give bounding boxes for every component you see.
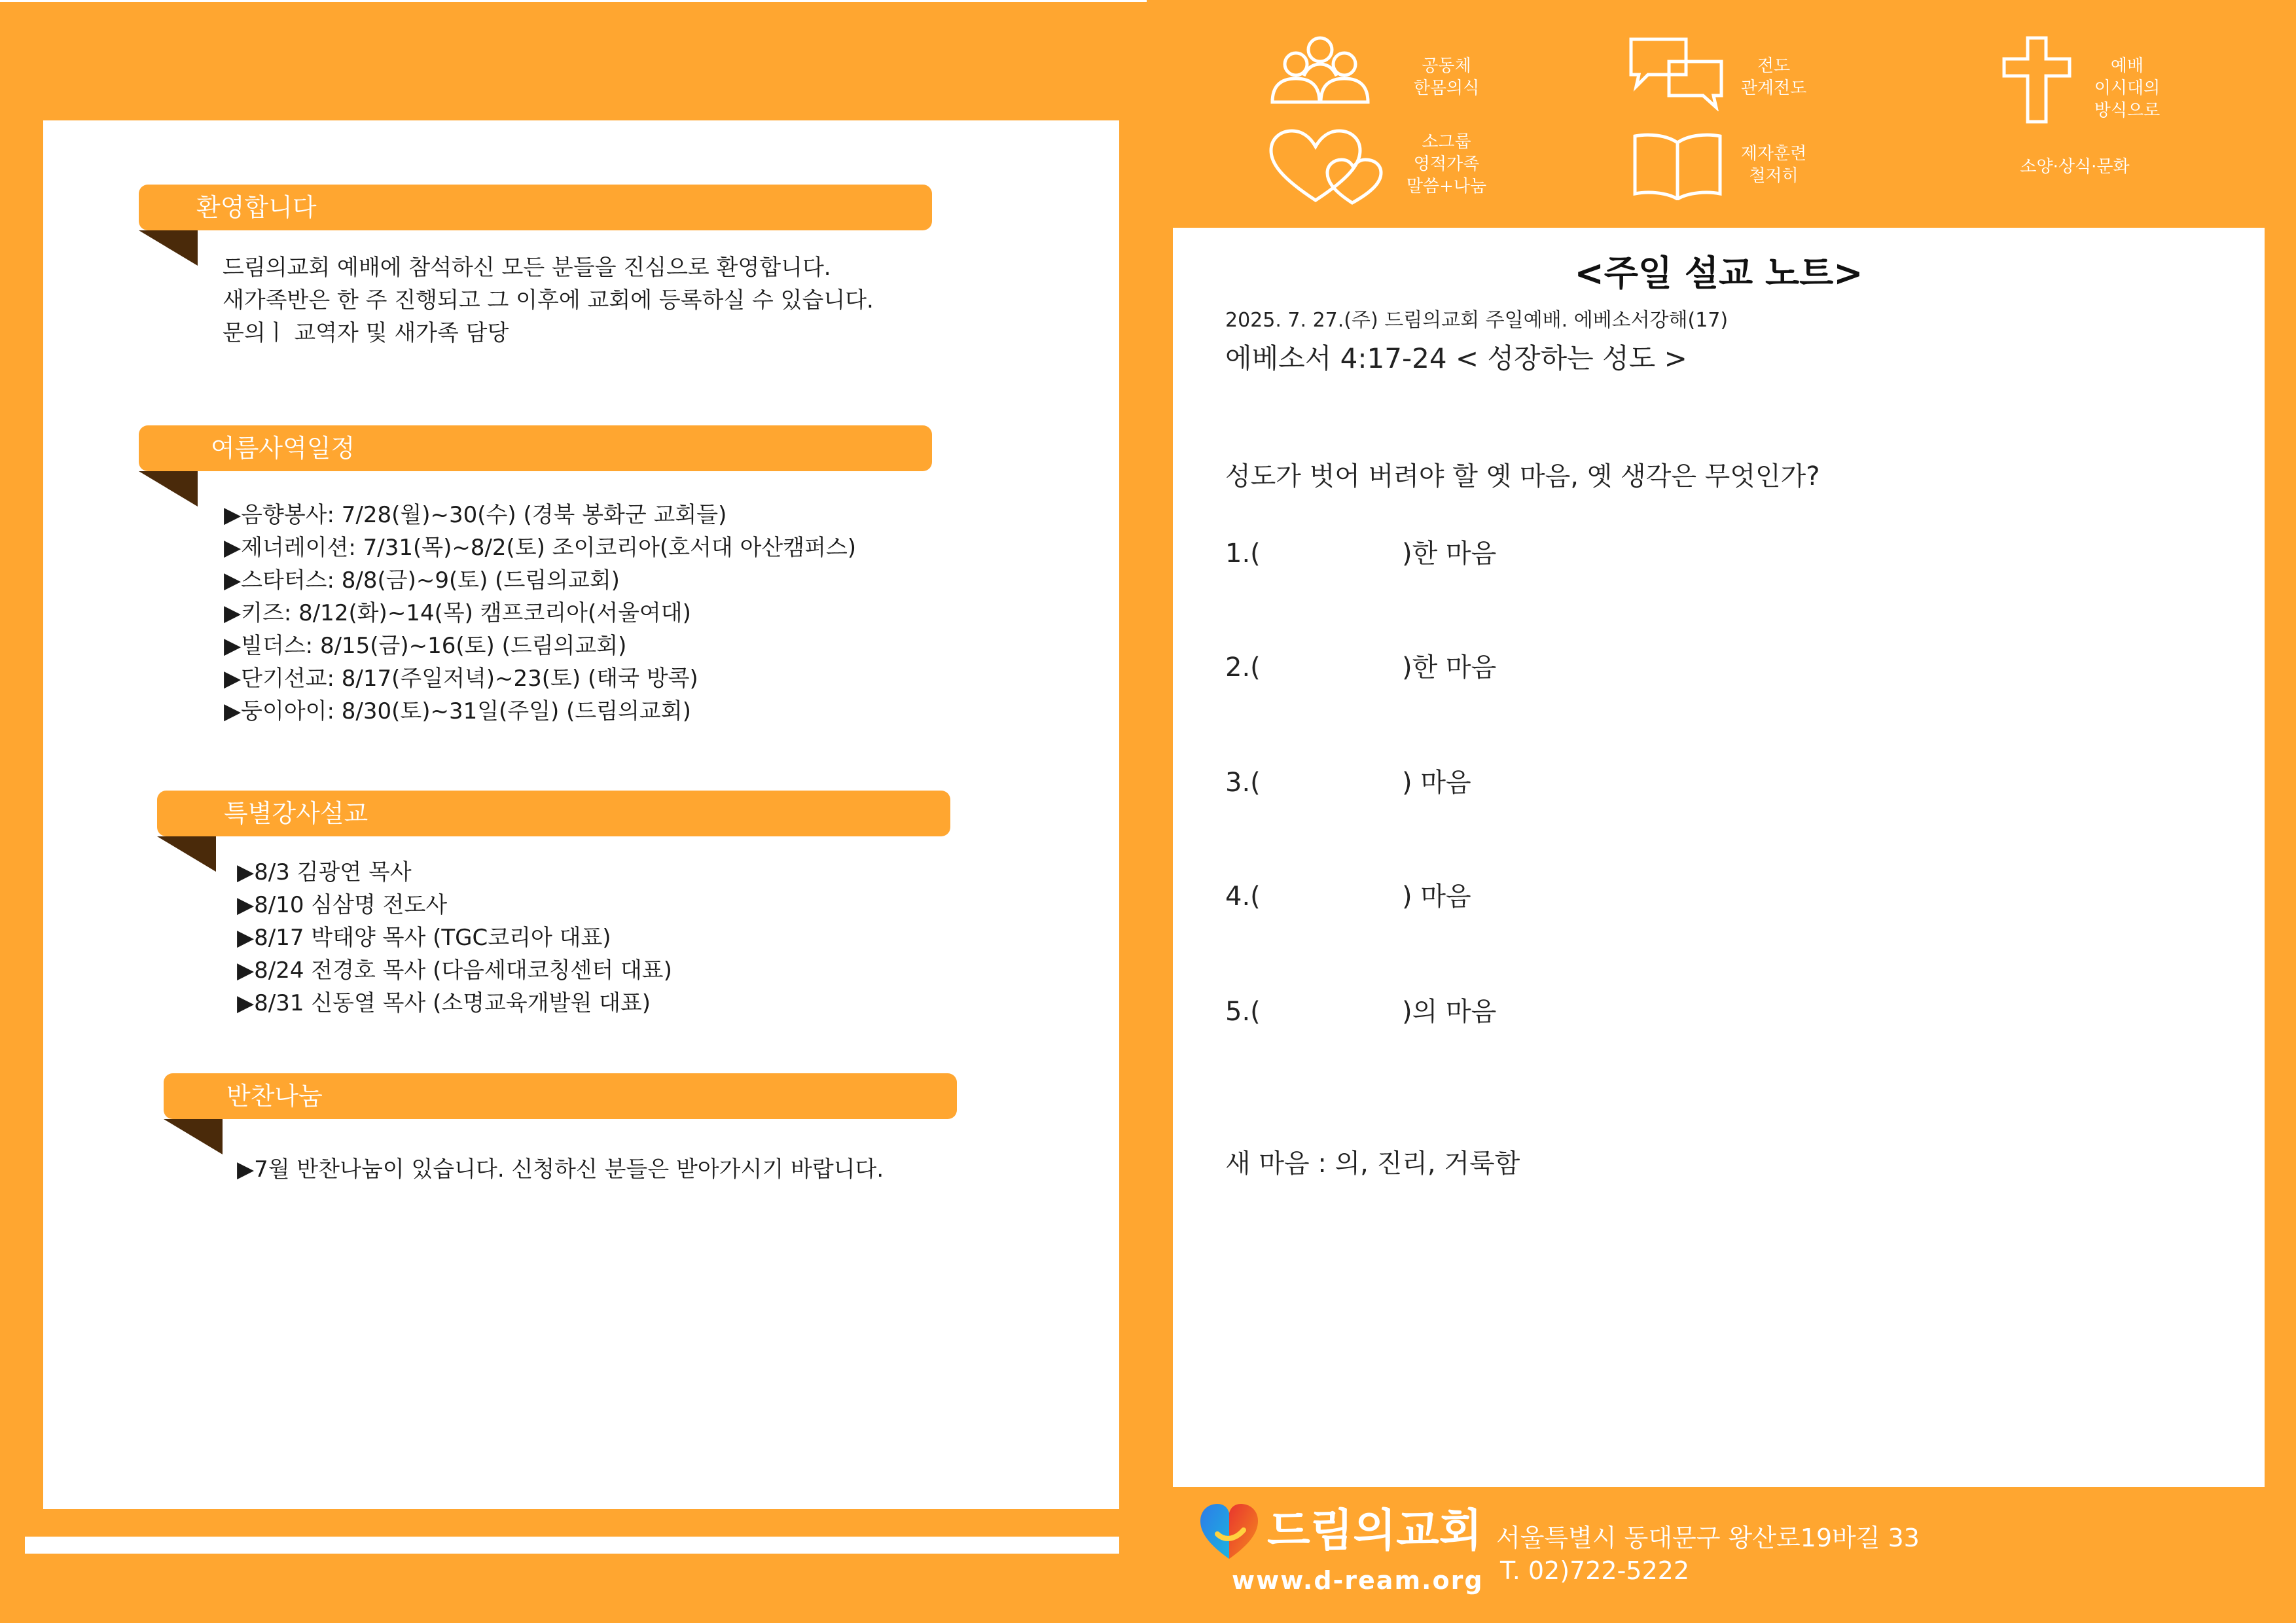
welcome-text	[223, 251, 874, 349]
worship-label: 예배 이시대의 방식으로	[2094, 56, 2161, 120]
bottom-strip	[25, 1537, 1119, 1554]
cross-icon	[2000, 35, 2073, 124]
blank-end: ) 마음	[1402, 768, 1471, 798]
evangelism-label: 전도 관계전도	[1740, 56, 1807, 98]
list-item: ▶8/24 전경호 목사 (다음세대코칭센터 대표)	[237, 957, 672, 984]
sidedish-list	[237, 1153, 884, 1186]
speakers-header	[157, 791, 950, 836]
community-label: 공동체 한몸의식	[1413, 56, 1480, 98]
list-item: ▶단기선교: 8/17(주일저녁)~23(토) (태국 방콕)	[224, 666, 698, 692]
sermon-question: 성도가 벗어 버려야 할 옛 마음, 옛 생각은 무엇인가?	[1225, 461, 1820, 491]
blank-number: 2.(	[1225, 652, 1261, 683]
blank-row-2	[1225, 648, 1496, 687]
welcome-fold	[139, 230, 198, 266]
blank-number: 4.(	[1225, 882, 1261, 912]
blank-row-3	[1225, 763, 1471, 802]
summer-fold	[139, 471, 198, 507]
blank-row-5	[1225, 992, 1496, 1031]
welcome-line: 문의ㅣ 교역자 및 새가족 담당	[223, 320, 509, 346]
smallgroup-label: 소그룹 영적가족 말씀+나눔	[1406, 132, 1487, 196]
list-item: ▶8/3 김광연 목사	[237, 859, 412, 885]
sidedish-title: 반찬나눔	[226, 1082, 323, 1111]
summer-title: 여름사역일정	[211, 434, 355, 463]
list-item: ▶음향봉사: 7/28(월)~30(수) (경북 봉화군 교회들)	[224, 502, 727, 528]
blank-number: 3.(	[1225, 768, 1261, 798]
welcome-header	[139, 185, 932, 230]
open-book-icon	[1632, 131, 1723, 200]
church-logo-text: 드림의교회	[1267, 1505, 1482, 1557]
blank-row-4	[1225, 877, 1471, 916]
summer-list	[224, 499, 856, 728]
list-item: ▶둥이아이: 8/30(토)~31일(주일) (드림의교회)	[224, 698, 691, 724]
right-panel	[1173, 228, 2265, 1487]
list-item: ▶8/10 심삼명 전도사	[237, 892, 448, 918]
sermon-title: <주일 설교 노트>	[1574, 253, 1863, 294]
list-item: ▶스타터스: 8/8(금)~9(토) (드림의교회)	[224, 567, 620, 594]
list-item: ▶7월 반찬나눔이 있습니다. 신청하신 분들은 받아가시기 바랍니다.	[237, 1156, 884, 1183]
sidedish-fold	[164, 1119, 223, 1154]
welcome-line: 새가족반은 한 주 진행되고 그 이후에 교회에 등록하실 수 있습니다.	[223, 287, 874, 313]
list-item: ▶8/31 신동열 목사 (소명교육개발원 대표)	[237, 990, 651, 1016]
blank-number: 5.(	[1225, 997, 1261, 1027]
church-phone: T. 02)722-5222	[1500, 1556, 1689, 1585]
blank-end: ) 마음	[1402, 882, 1471, 912]
blank-row-1	[1225, 534, 1496, 573]
blank-end: )한 마음	[1402, 652, 1497, 683]
sidedish-header	[164, 1073, 957, 1119]
discipleship-label: 제자훈련 철저히	[1740, 144, 1807, 186]
blank-end: )의 마음	[1402, 997, 1497, 1027]
list-item: ▶빌더스: 8/15(금)~16(토) (드림의교회)	[224, 633, 627, 659]
speakers-title: 특별강사설교	[224, 799, 368, 828]
church-address: 서울특별시 동대문구 왕산로19바길 33	[1496, 1524, 1920, 1552]
sermon-passage: 에베소서 4:17-24 < 성장하는 성도 >	[1225, 342, 1687, 374]
list-item: ▶제너레이션: 7/31(목)~8/2(토) 조이코리아(호서대 아산캠퍼스)	[224, 535, 857, 561]
list-item: ▶8/17 박태양 목사 (TGC코리아 대표)	[237, 925, 611, 951]
blank-end: )한 마음	[1402, 539, 1497, 569]
top-edge-line	[0, 0, 1147, 2]
speakers-fold	[157, 836, 216, 872]
sermon-answer: 새 마음 : 의, 진리, 거룩함	[1225, 1149, 1520, 1179]
sermon-subtitle: 2025. 7. 27.(주) 드림의교회 주일예배. 에베소서강해(17)	[1225, 309, 1729, 332]
community-icon	[1270, 35, 1371, 105]
hearts-icon	[1268, 128, 1385, 205]
welcome-title: 환영합니다	[196, 193, 317, 222]
church-logo-icon	[1198, 1501, 1261, 1564]
summer-header	[139, 425, 932, 471]
culture-label: 소양·상식·문화	[2020, 157, 2130, 177]
speakers-list	[237, 856, 672, 1020]
list-item: ▶키즈: 8/12(화)~14(목) 캠프코리아(서울여대)	[224, 600, 691, 626]
welcome-line: 드림의교회 예배에 참석하신 모든 분들을 진심으로 환영합니다.	[223, 255, 831, 281]
speech-bubbles-icon	[1627, 35, 1725, 111]
church-url[interactable]: www.d-ream.org	[1232, 1566, 1484, 1595]
blank-number: 1.(	[1225, 539, 1261, 569]
